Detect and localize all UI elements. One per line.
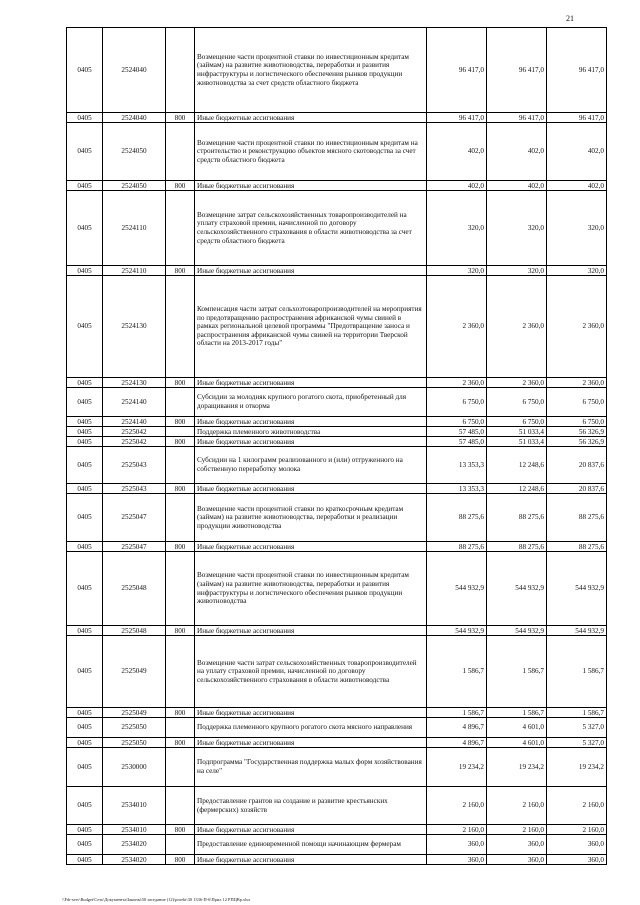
budget-table-body — [67, 28, 607, 865]
amount-year-1-cell: 360,0 — [427, 855, 487, 865]
amount-year-1-cell: 88 275,6 — [427, 494, 487, 542]
amount-year-1-cell: 402,0 — [427, 181, 487, 191]
amount-year-2-cell: 1 586,7 — [487, 636, 547, 708]
target-code-cell: 2525042 — [103, 427, 166, 437]
expense-type-cell: 800 — [166, 113, 195, 123]
expense-type-cell: 800 — [166, 437, 195, 447]
section-code-cell: 0405 — [67, 417, 103, 427]
target-code-cell: 2534010 — [103, 787, 166, 825]
section-code-cell: 0405 — [67, 825, 103, 835]
amount-year-2-cell: 2 160,0 — [487, 787, 547, 825]
table-row — [67, 28, 607, 113]
amount-year-1-cell: 2 160,0 — [427, 825, 487, 835]
item-name-cell: Иные бюджетные ассигнования — [195, 825, 427, 835]
amount-year-2-cell: 12 248,6 — [487, 484, 547, 494]
target-code-cell: 2534020 — [103, 835, 166, 855]
target-code-cell: 2525043 — [103, 447, 166, 484]
amount-year-3-cell: 320,0 — [547, 191, 607, 266]
target-code-cell: 2534010 — [103, 825, 166, 835]
amount-year-2-cell: 12 248,6 — [487, 447, 547, 484]
amount-year-3-cell: 20 837,6 — [547, 447, 607, 484]
item-name-cell: Компенсация части затрат сельхозтоваропроизводителей на мероприятия по предотвращению распространения африканской чумы свиней в рамках региональной целевой программы "Предотвращение заноса и распространения африканской чумы свиней на территории Тверской области на 2013-2017 годы" — [195, 276, 427, 378]
section-code-cell: 0405 — [67, 123, 103, 181]
table-row — [67, 123, 607, 181]
expense-type-cell — [166, 787, 195, 825]
item-name-cell: Возмещение части процентной ставки по краткосрочным кредитам (займам) на развитие животноводства, переработки и реализации продукции животноводства — [195, 494, 427, 542]
table-row — [67, 708, 607, 718]
item-name-cell: Иные бюджетные ассигнования — [195, 542, 427, 552]
section-code-cell: 0405 — [67, 484, 103, 494]
section-code-cell: 0405 — [67, 378, 103, 388]
table-row — [67, 494, 607, 542]
expense-type-cell — [166, 427, 195, 437]
item-name-cell: Возмещение части процентной ставки по инвестиционным кредитам (займам) на развитие животноводства, переработки и развития инфраструктуры и логистического обеспечения рынков продукции животноводства — [195, 552, 427, 626]
expense-type-cell: 800 — [166, 738, 195, 748]
amount-year-1-cell: 2 360,0 — [427, 378, 487, 388]
table-row — [67, 787, 607, 825]
amount-year-3-cell: 544 932,9 — [547, 552, 607, 626]
expense-type-cell: 800 — [166, 708, 195, 718]
table-row — [67, 378, 607, 388]
table-row — [67, 835, 607, 855]
amount-year-2-cell: 6 750,0 — [487, 417, 547, 427]
section-code-cell: 0405 — [67, 388, 103, 417]
amount-year-2-cell: 51 033,4 — [487, 437, 547, 447]
section-code-cell: 0405 — [67, 427, 103, 437]
amount-year-2-cell: 19 234,2 — [487, 748, 547, 787]
amount-year-3-cell: 56 326,9 — [547, 437, 607, 447]
amount-year-3-cell: 360,0 — [547, 835, 607, 855]
expense-type-cell: 800 — [166, 266, 195, 276]
amount-year-3-cell: 96 417,0 — [547, 28, 607, 113]
table-row — [67, 552, 607, 626]
amount-year-2-cell: 1 586,7 — [487, 708, 547, 718]
section-code-cell: 0405 — [67, 191, 103, 266]
item-name-cell: Иные бюджетные ассигнования — [195, 181, 427, 191]
section-code-cell: 0405 — [67, 113, 103, 123]
amount-year-2-cell: 96 417,0 — [487, 28, 547, 113]
amount-year-1-cell: 88 275,6 — [427, 542, 487, 552]
item-name-cell: Иные бюджетные ассигнования — [195, 266, 427, 276]
amount-year-1-cell: 2 160,0 — [427, 787, 487, 825]
table-row — [67, 542, 607, 552]
section-code-cell: 0405 — [67, 447, 103, 484]
amount-year-2-cell: 4 601,0 — [487, 718, 547, 738]
table-row — [67, 266, 607, 276]
item-name-cell: Иные бюджетные ассигнования — [195, 113, 427, 123]
amount-year-1-cell: 2 360,0 — [427, 276, 487, 378]
table-row — [67, 636, 607, 708]
amount-year-3-cell: 320,0 — [547, 266, 607, 276]
amount-year-1-cell: 6 750,0 — [427, 388, 487, 417]
table-row — [67, 191, 607, 266]
section-code-cell: 0405 — [67, 276, 103, 378]
amount-year-2-cell: 2 160,0 — [487, 825, 547, 835]
item-name-cell: Иные бюджетные ассигнования — [195, 378, 427, 388]
amount-year-2-cell: 4 601,0 — [487, 738, 547, 748]
expense-type-cell — [166, 636, 195, 708]
section-code-cell: 0405 — [67, 494, 103, 542]
amount-year-3-cell: 2 360,0 — [547, 276, 607, 378]
item-name-cell: Предоставление грантов на создание и развитие крестьянских (фермерских) хозяйств — [195, 787, 427, 825]
target-code-cell: 2525047 — [103, 494, 166, 542]
section-code-cell: 0405 — [67, 787, 103, 825]
expense-type-cell: 800 — [166, 855, 195, 865]
table-row — [67, 181, 607, 191]
target-code-cell: 2534020 — [103, 855, 166, 865]
amount-year-1-cell: 402,0 — [427, 123, 487, 181]
amount-year-2-cell: 2 360,0 — [487, 378, 547, 388]
section-code-cell: 0405 — [67, 266, 103, 276]
amount-year-1-cell: 96 417,0 — [427, 113, 487, 123]
item-name-cell: Поддержка племенного животноводства — [195, 427, 427, 437]
table-row — [67, 718, 607, 738]
target-code-cell: 2524040 — [103, 28, 166, 113]
expense-type-cell — [166, 123, 195, 181]
expense-type-cell: 800 — [166, 484, 195, 494]
amount-year-1-cell: 544 932,9 — [427, 626, 487, 636]
item-name-cell: Субсидии на 1 килограмм реализованного и (или) отгруженного на собственную переработку молока — [195, 447, 427, 484]
expense-type-cell: 800 — [166, 626, 195, 636]
amount-year-2-cell: 360,0 — [487, 855, 547, 865]
footer-file-path: \\Fdr-serv\Budget\Сеть\Документы\Законы\50 заседание (12)\proekt\30 1336-П-6\Прил 12 РПЦВр.xlsx — [62, 897, 251, 902]
amount-year-2-cell: 6 750,0 — [487, 388, 547, 417]
amount-year-1-cell: 19 234,2 — [427, 748, 487, 787]
target-code-cell: 2524110 — [103, 266, 166, 276]
amount-year-2-cell: 360,0 — [487, 835, 547, 855]
section-code-cell: 0405 — [67, 738, 103, 748]
table-row — [67, 417, 607, 427]
amount-year-3-cell: 56 326,9 — [547, 427, 607, 437]
amount-year-1-cell: 13 353,3 — [427, 484, 487, 494]
expense-type-cell: 800 — [166, 542, 195, 552]
amount-year-1-cell: 57 485,0 — [427, 437, 487, 447]
amount-year-2-cell: 2 360,0 — [487, 276, 547, 378]
amount-year-3-cell: 360,0 — [547, 855, 607, 865]
amount-year-2-cell: 402,0 — [487, 181, 547, 191]
amount-year-3-cell: 402,0 — [547, 181, 607, 191]
expense-type-cell — [166, 718, 195, 738]
item-name-cell: Иные бюджетные ассигнования — [195, 626, 427, 636]
amount-year-3-cell: 1 586,7 — [547, 636, 607, 708]
target-code-cell: 2524050 — [103, 123, 166, 181]
expense-type-cell — [166, 191, 195, 266]
table-row — [67, 437, 607, 447]
amount-year-3-cell: 88 275,6 — [547, 494, 607, 542]
item-name-cell: Подпрограмма "Государственная поддержка малых форм хозяйствования на селе" — [195, 748, 427, 787]
target-code-cell: 2525050 — [103, 718, 166, 738]
target-code-cell: 2525048 — [103, 552, 166, 626]
expense-type-cell — [166, 835, 195, 855]
budget-table — [66, 27, 607, 865]
item-name-cell: Поддержка племенного крупного рогатого скота мясного направления — [195, 718, 427, 738]
section-code-cell: 0405 — [67, 748, 103, 787]
section-code-cell: 0405 — [67, 835, 103, 855]
item-name-cell: Иные бюджетные ассигнования — [195, 708, 427, 718]
amount-year-1-cell: 320,0 — [427, 266, 487, 276]
expense-type-cell — [166, 748, 195, 787]
amount-year-3-cell: 1 586,7 — [547, 708, 607, 718]
target-code-cell: 2524130 — [103, 276, 166, 378]
amount-year-3-cell: 2 360,0 — [547, 378, 607, 388]
section-code-cell: 0405 — [67, 181, 103, 191]
expense-type-cell: 800 — [166, 378, 195, 388]
target-code-cell: 2524140 — [103, 388, 166, 417]
amount-year-2-cell: 51 033,4 — [487, 427, 547, 437]
amount-year-1-cell: 6 750,0 — [427, 417, 487, 427]
amount-year-2-cell: 544 932,9 — [487, 626, 547, 636]
target-code-cell: 2525048 — [103, 626, 166, 636]
expense-type-cell — [166, 494, 195, 542]
amount-year-1-cell: 320,0 — [427, 191, 487, 266]
target-code-cell: 2524110 — [103, 191, 166, 266]
amount-year-3-cell: 19 234,2 — [547, 748, 607, 787]
expense-type-cell — [166, 447, 195, 484]
amount-year-2-cell: 96 417,0 — [487, 113, 547, 123]
table-row — [67, 855, 607, 865]
table-row — [67, 447, 607, 484]
table-row — [67, 484, 607, 494]
target-code-cell: 2525050 — [103, 738, 166, 748]
amount-year-3-cell: 5 327,0 — [547, 738, 607, 748]
section-code-cell: 0405 — [67, 542, 103, 552]
amount-year-3-cell: 6 750,0 — [547, 388, 607, 417]
amount-year-3-cell: 96 417,0 — [547, 113, 607, 123]
amount-year-2-cell: 544 932,9 — [487, 552, 547, 626]
table-row — [67, 388, 607, 417]
table-row — [67, 626, 607, 636]
amount-year-3-cell: 402,0 — [547, 123, 607, 181]
amount-year-1-cell: 57 485,0 — [427, 427, 487, 437]
amount-year-3-cell: 2 160,0 — [547, 787, 607, 825]
item-name-cell: Возмещение части затрат сельскохозяйственных товаропроизводителей на уплату страховой премии, начисленной по договору сельскохозяйственного страхования в области животноводства — [195, 636, 427, 708]
section-code-cell: 0405 — [67, 552, 103, 626]
table-row — [67, 276, 607, 378]
amount-year-1-cell: 96 417,0 — [427, 28, 487, 113]
section-code-cell: 0405 — [67, 636, 103, 708]
table-row — [67, 113, 607, 123]
item-name-cell: Иные бюджетные ассигнования — [195, 484, 427, 494]
expense-type-cell — [166, 276, 195, 378]
section-code-cell: 0405 — [67, 855, 103, 865]
item-name-cell: Иные бюджетные ассигнования — [195, 417, 427, 427]
table-row — [67, 748, 607, 787]
amount-year-2-cell: 320,0 — [487, 191, 547, 266]
amount-year-3-cell: 5 327,0 — [547, 718, 607, 738]
section-code-cell: 0405 — [67, 626, 103, 636]
item-name-cell: Возмещение части процентной ставки по инвестиционным кредитам на строительство и реконструкцию объектов мясного скотоводства за счет средств областного бюджета — [195, 123, 427, 181]
amount-year-1-cell: 4 896,7 — [427, 718, 487, 738]
amount-year-2-cell: 320,0 — [487, 266, 547, 276]
section-code-cell: 0405 — [67, 718, 103, 738]
table-row — [67, 825, 607, 835]
item-name-cell: Возмещение затрат сельскохозяйственных товаропроизводителей на уплату страховой премии, начисленной по договору сельскохозяйственного страхования в области животноводства за счет средств областного бюджета — [195, 191, 427, 266]
item-name-cell: Возмещение части процентной ставки по инвестиционным кредитам (займам) на развитие животноводства, переработки и развития инфраструктуры и логистического обеспечения рынков продукции животноводства за счет средств областного бюджета — [195, 28, 427, 113]
expense-type-cell — [166, 552, 195, 626]
amount-year-1-cell: 544 932,9 — [427, 552, 487, 626]
amount-year-3-cell: 6 750,0 — [547, 417, 607, 427]
table-row — [67, 738, 607, 748]
amount-year-3-cell: 544 932,9 — [547, 626, 607, 636]
expense-type-cell — [166, 388, 195, 417]
amount-year-2-cell: 88 275,6 — [487, 494, 547, 542]
amount-year-3-cell: 2 160,0 — [547, 825, 607, 835]
amount-year-2-cell: 402,0 — [487, 123, 547, 181]
item-name-cell: Иные бюджетные ассигнования — [195, 437, 427, 447]
target-code-cell: 2525043 — [103, 484, 166, 494]
amount-year-1-cell: 13 353,3 — [427, 447, 487, 484]
amount-year-3-cell: 20 837,6 — [547, 484, 607, 494]
expense-type-cell: 800 — [166, 181, 195, 191]
amount-year-1-cell: 1 586,7 — [427, 636, 487, 708]
section-code-cell: 0405 — [67, 28, 103, 113]
amount-year-2-cell: 88 275,6 — [487, 542, 547, 552]
target-code-cell: 2530000 — [103, 748, 166, 787]
expense-type-cell — [166, 28, 195, 113]
section-code-cell: 0405 — [67, 708, 103, 718]
target-code-cell: 2525049 — [103, 708, 166, 718]
item-name-cell: Субсидии за молодняк крупного рогатого скота, приобретенный для доращивания и откорма — [195, 388, 427, 417]
item-name-cell: Иные бюджетные ассигнования — [195, 738, 427, 748]
target-code-cell: 2524140 — [103, 417, 166, 427]
target-code-cell: 2524040 — [103, 113, 166, 123]
item-name-cell: Иные бюджетные ассигнования — [195, 855, 427, 865]
item-name-cell: Предоставление единовременной помощи начинающим фермерам — [195, 835, 427, 855]
target-code-cell: 2525049 — [103, 636, 166, 708]
amount-year-1-cell: 360,0 — [427, 835, 487, 855]
target-code-cell: 2524130 — [103, 378, 166, 388]
target-code-cell: 2525042 — [103, 437, 166, 447]
amount-year-3-cell: 88 275,6 — [547, 542, 607, 552]
target-code-cell: 2524050 — [103, 181, 166, 191]
section-code-cell: 0405 — [67, 437, 103, 447]
expense-type-cell: 800 — [166, 417, 195, 427]
target-code-cell: 2525047 — [103, 542, 166, 552]
amount-year-1-cell: 1 586,7 — [427, 708, 487, 718]
table-row — [67, 427, 607, 437]
amount-year-1-cell: 4 896,7 — [427, 738, 487, 748]
page-number: 21 — [566, 14, 574, 23]
expense-type-cell: 800 — [166, 825, 195, 835]
